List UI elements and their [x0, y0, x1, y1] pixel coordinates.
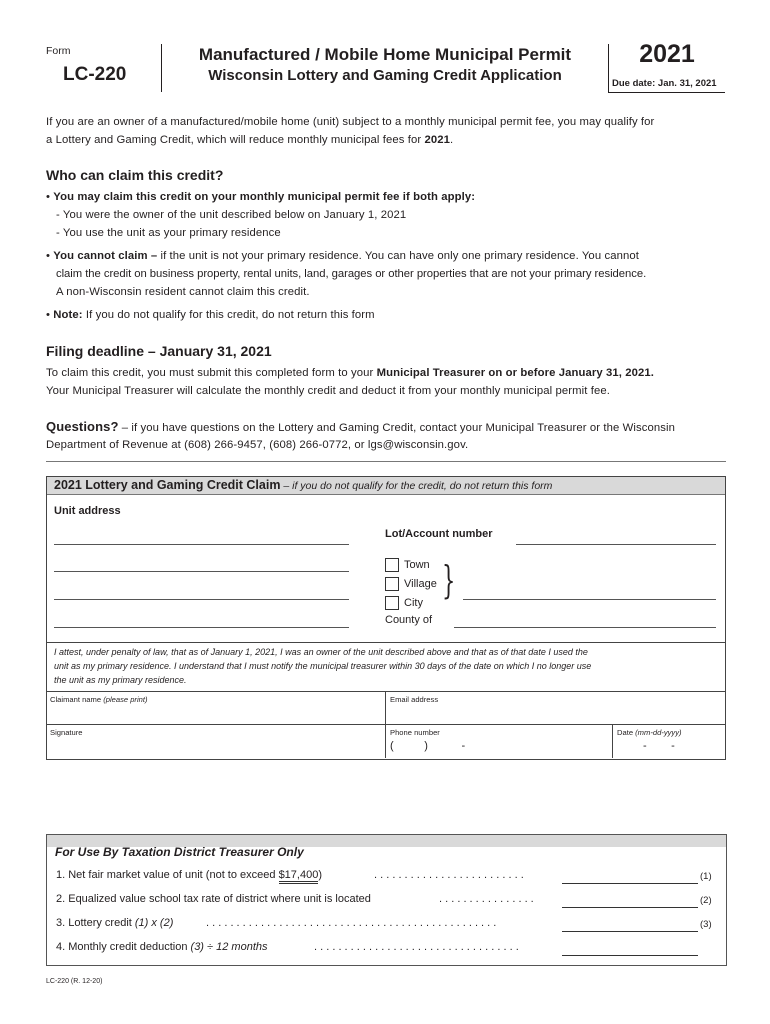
- intro-line-2-end: .: [450, 134, 454, 146]
- claim-title-text: 2021 Lottery and Gaming Credit Claim: [54, 478, 281, 492]
- revision-code: LC-220 (R. 12-20): [46, 978, 103, 985]
- municipality-name-field[interactable]: [463, 599, 716, 600]
- line-4-field[interactable]: [562, 955, 698, 956]
- attest-line-2: unit as my primary residence. I understand that I must notify the municipal treasurer within 30 days of the date on which I no longer use: [54, 661, 592, 671]
- intro-line-1: If you are an owner of a manufactured/mobile home (unit) subject to a monthly municipal permit fee, you may qualify for: [46, 116, 655, 128]
- line-1-number: (1): [700, 871, 712, 882]
- unit-address-label: Unit address: [54, 505, 121, 517]
- attest-line-3: the unit as my primary residence.: [54, 675, 187, 685]
- county-field[interactable]: [454, 627, 716, 628]
- questions-bold: Questions?: [46, 419, 119, 434]
- village-checkbox[interactable]: [385, 577, 399, 591]
- form-number: LC-220: [63, 64, 127, 85]
- line-4-leader: . . . . . . . . . . . . . . . . . . . . . . . . . . . . . . . . . .: [314, 941, 519, 953]
- questions-line-1: [46, 418, 675, 437]
- brace-icon: }: [442, 558, 456, 602]
- who-bullet-3: • Note: If you do not qualify for this credit, do not return this form: [46, 309, 375, 321]
- date-label-note: (mm-dd-yyyy): [633, 728, 682, 737]
- line-2-field[interactable]: [562, 907, 698, 908]
- filing-line-1-text: To claim this credit, you must submit this completed form to your: [46, 367, 377, 379]
- treasurer-line-2: 2. Equalized value school tax rate of district where unit is located: [56, 893, 371, 905]
- claim-title-note: – if you do not qualify for the credit, do not return this form: [280, 480, 553, 492]
- claimant-name-label: [50, 695, 148, 704]
- village-label: Village: [404, 578, 437, 590]
- form-subtitle: Wisconsin Lottery and Gaming Credit Application: [208, 67, 562, 84]
- who-bullet-2-line-3: A non-Wisconsin resident cannot claim this credit.: [56, 286, 310, 298]
- treasurer-line-3: [56, 917, 173, 929]
- treasurer-line-4: [56, 941, 268, 953]
- date-field[interactable]: - -: [643, 740, 675, 752]
- claimant-name-text: Claimant name: [50, 695, 102, 704]
- signature-label: Signature: [50, 728, 83, 737]
- attest-line-1: I attest, under penalty of law, that as of January 1, 2021, I was an owner of the unit described above and that as of that date I used the: [54, 647, 588, 657]
- intro-line-2-text: a Lottery and Gaming Credit, which will reduce monthly municipal fees for: [46, 134, 425, 146]
- who-bullet-1: • You may claim this credit on your monthly municipal permit fee if both apply:: [46, 191, 476, 203]
- filing-line-1: [46, 364, 654, 382]
- filing-line-1-bold: Municipal Treasurer on or before January 31, 2021.: [376, 367, 655, 379]
- treasurer-title: For Use By Taxation District Treasurer Only: [55, 845, 304, 859]
- lot-account-field[interactable]: [516, 544, 716, 545]
- line-3-field[interactable]: [562, 931, 698, 932]
- who-bullet-2-line-2: claim the credit on business property, rental units, land, garages or other properties that are not your primary residence.: [56, 268, 647, 280]
- header-divider-left: [161, 44, 162, 92]
- due-date: Due date: Jan. 31, 2021: [612, 78, 717, 89]
- email-field[interactable]: [386, 705, 724, 723]
- town-label: Town: [404, 559, 430, 571]
- email-label: Email address: [390, 695, 439, 704]
- line-3-text: 3. Lottery credit: [56, 917, 135, 929]
- who-bullet-2: • You cannot claim – if the unit is not your primary residence. You can have only one primary residence. You cannot: [46, 250, 639, 262]
- line-1-text: 1. Net fair market value of unit (not to exceed: [56, 869, 279, 881]
- city-label: City: [404, 597, 423, 609]
- questions-text: – if you have questions on the Lottery and Gaming Credit, contact your Municipal Treasurer or the Wisconsin: [118, 422, 675, 434]
- who-sub-2: - You use the unit as your primary residence: [56, 227, 281, 239]
- who-bullet-2-text: if the unit is not your primary residence. You can have only one primary residence. You cannot: [157, 250, 639, 262]
- who-bullet-3-bold: Note:: [53, 309, 83, 321]
- filing-heading: Filing deadline – January 31, 2021: [46, 343, 272, 359]
- line-4-formula: (3) ÷ 12 months: [190, 941, 268, 953]
- header-bottom-rule: [608, 92, 725, 93]
- section-rule: [46, 461, 726, 462]
- form-label: Form: [46, 45, 71, 57]
- line-1-close: ): [318, 869, 322, 881]
- questions-line-2: Department of Revenue at (608) 266-9457, (608) 266-0772, or lgs@wisconsin.gov.: [46, 439, 469, 451]
- who-bullet-1-text: You may claim this credit on your monthly municipal permit fee if both apply:: [53, 191, 476, 203]
- phone-field[interactable]: ( ) -: [390, 740, 466, 752]
- line-3-formula: (1) x (2): [134, 917, 174, 929]
- line-2-leader: . . . . . . . . . . . . . . . .: [439, 893, 534, 905]
- unit-address-line-1[interactable]: [54, 544, 349, 545]
- row2-divider: [612, 724, 613, 758]
- claimant-name-note: (please print): [101, 695, 148, 704]
- who-sub-1: - You were the owner of the unit described below on January 1, 2021: [56, 209, 407, 221]
- unit-address-line-2[interactable]: [54, 571, 349, 572]
- unit-address-line-3[interactable]: [54, 599, 349, 600]
- line-2-number: (2): [700, 895, 712, 906]
- county-of-label: County of: [385, 614, 433, 626]
- line-1-leader: . . . . . . . . . . . . . . . . . . . . . . . . .: [374, 869, 524, 881]
- unit-address-line-4[interactable]: [54, 627, 349, 628]
- who-bullet-3-text: If you do not qualify for this credit, do not return this form: [82, 309, 375, 321]
- signature-field[interactable]: [47, 738, 384, 757]
- form-title: Manufactured / Mobile Home Municipal Permit: [198, 45, 572, 64]
- line-3-number: (3): [700, 919, 712, 930]
- intro-year: 2021: [424, 134, 451, 146]
- claim-title: [54, 478, 552, 492]
- treasurer-line-1: [56, 869, 322, 881]
- line-1-field[interactable]: [562, 883, 698, 884]
- lot-account-label: Lot/Account number: [385, 528, 493, 540]
- form-year: 2021: [639, 40, 695, 68]
- city-checkbox[interactable]: [385, 596, 399, 610]
- phone-label: Phone number: [390, 728, 440, 737]
- line-1-amount: $17,400: [279, 869, 319, 884]
- line-3-leader: . . . . . . . . . . . . . . . . . . . . . . . . . . . . . . . . . . . . . . . . . . . . . . . .: [206, 917, 497, 929]
- attest-top-rule: [46, 642, 725, 643]
- line-4-text: 4. Monthly credit deduction: [56, 941, 191, 953]
- who-bullet-2-bold: You cannot claim –: [53, 250, 158, 262]
- town-checkbox[interactable]: [385, 558, 399, 572]
- intro-line-2: [46, 131, 453, 149]
- date-label: [617, 728, 682, 737]
- claimant-name-field[interactable]: [47, 705, 384, 723]
- who-heading: Who can claim this credit?: [46, 167, 224, 183]
- date-label-text: Date: [617, 728, 634, 737]
- row2-top-rule: [46, 724, 725, 725]
- filing-line-2: Your Municipal Treasurer will calculate the monthly credit and deduct it from your monthly municipal permit fee.: [46, 385, 610, 397]
